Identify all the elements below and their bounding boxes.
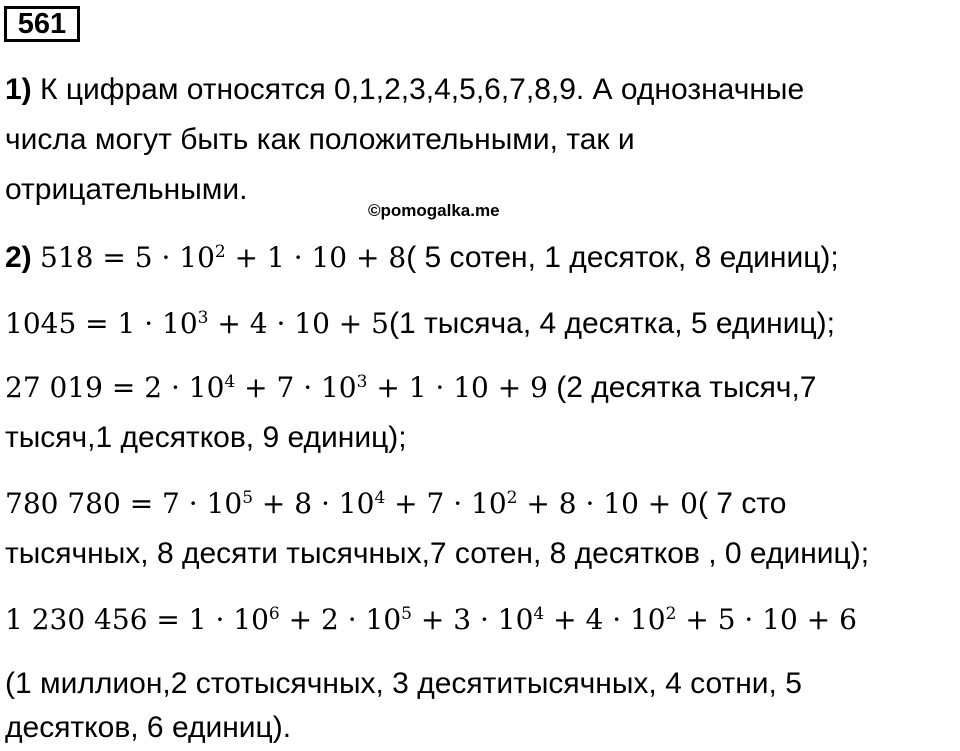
expansion-1230456-text: (1 миллион,2 стотысячных, 3 десятитысячных, 4 сотни, 5: [5, 667, 802, 700]
expansion-518: 2) $518 = 5 \cdot 10^2 + 1 \cdot 10 + 8$( 5 сотен, 1 десяток, 8 единиц);: [5, 241, 839, 274]
part1-line1: 1) К цифрам относятся 0,1,2,3,4,5,6,7,8,9. А однозначные: [5, 73, 805, 106]
expansion-1230456: 1 230 $456 = 1 \cdot 10^6 + 2 \cdot 10^5 + 3 \cdot 10^4 + 4 \cdot 10^2 + 5 \cdot 10 + 6$: [5, 603, 857, 636]
part1-line3: отрицательными.: [5, 173, 248, 206]
expansion-780780-cont: тысячных, 8 десяти тысячных,7 сотен, 8 десятков , 0 единиц);: [5, 537, 870, 570]
watermark: ©pomogalka.me: [368, 201, 500, 220]
part1-line2: числа могут быть как положительными, так и: [5, 123, 635, 156]
expansion-780780: 780 $780 = 7 \cdot 10^5 + 8 \cdot 10^4 + 7 \cdot 10^2 + 8 \cdot 10 + 0$( 7 сто: [5, 487, 787, 520]
part1-label: 1): [5, 73, 32, 106]
expansion-1045: $1045 = 1 \cdot 10^3 + 4 \cdot 10 + 5(1$ тысяча, 4 десятка, 5 единиц);: [5, 307, 835, 340]
expansion-27019: 27 $019 = 2 \cdot 10^4 + 7 \cdot 10^3 + 1 \cdot 10 + 9$ (2 десятка тысяч,7: [5, 371, 817, 404]
expansion-1230456-cont: десятков, 6 единиц).: [5, 711, 292, 744]
problem-number: 561: [4, 6, 80, 42]
expansion-27019-cont: тысяч,1 десятков, 9 единиц);: [5, 421, 407, 454]
part2-label: 2): [5, 241, 32, 274]
